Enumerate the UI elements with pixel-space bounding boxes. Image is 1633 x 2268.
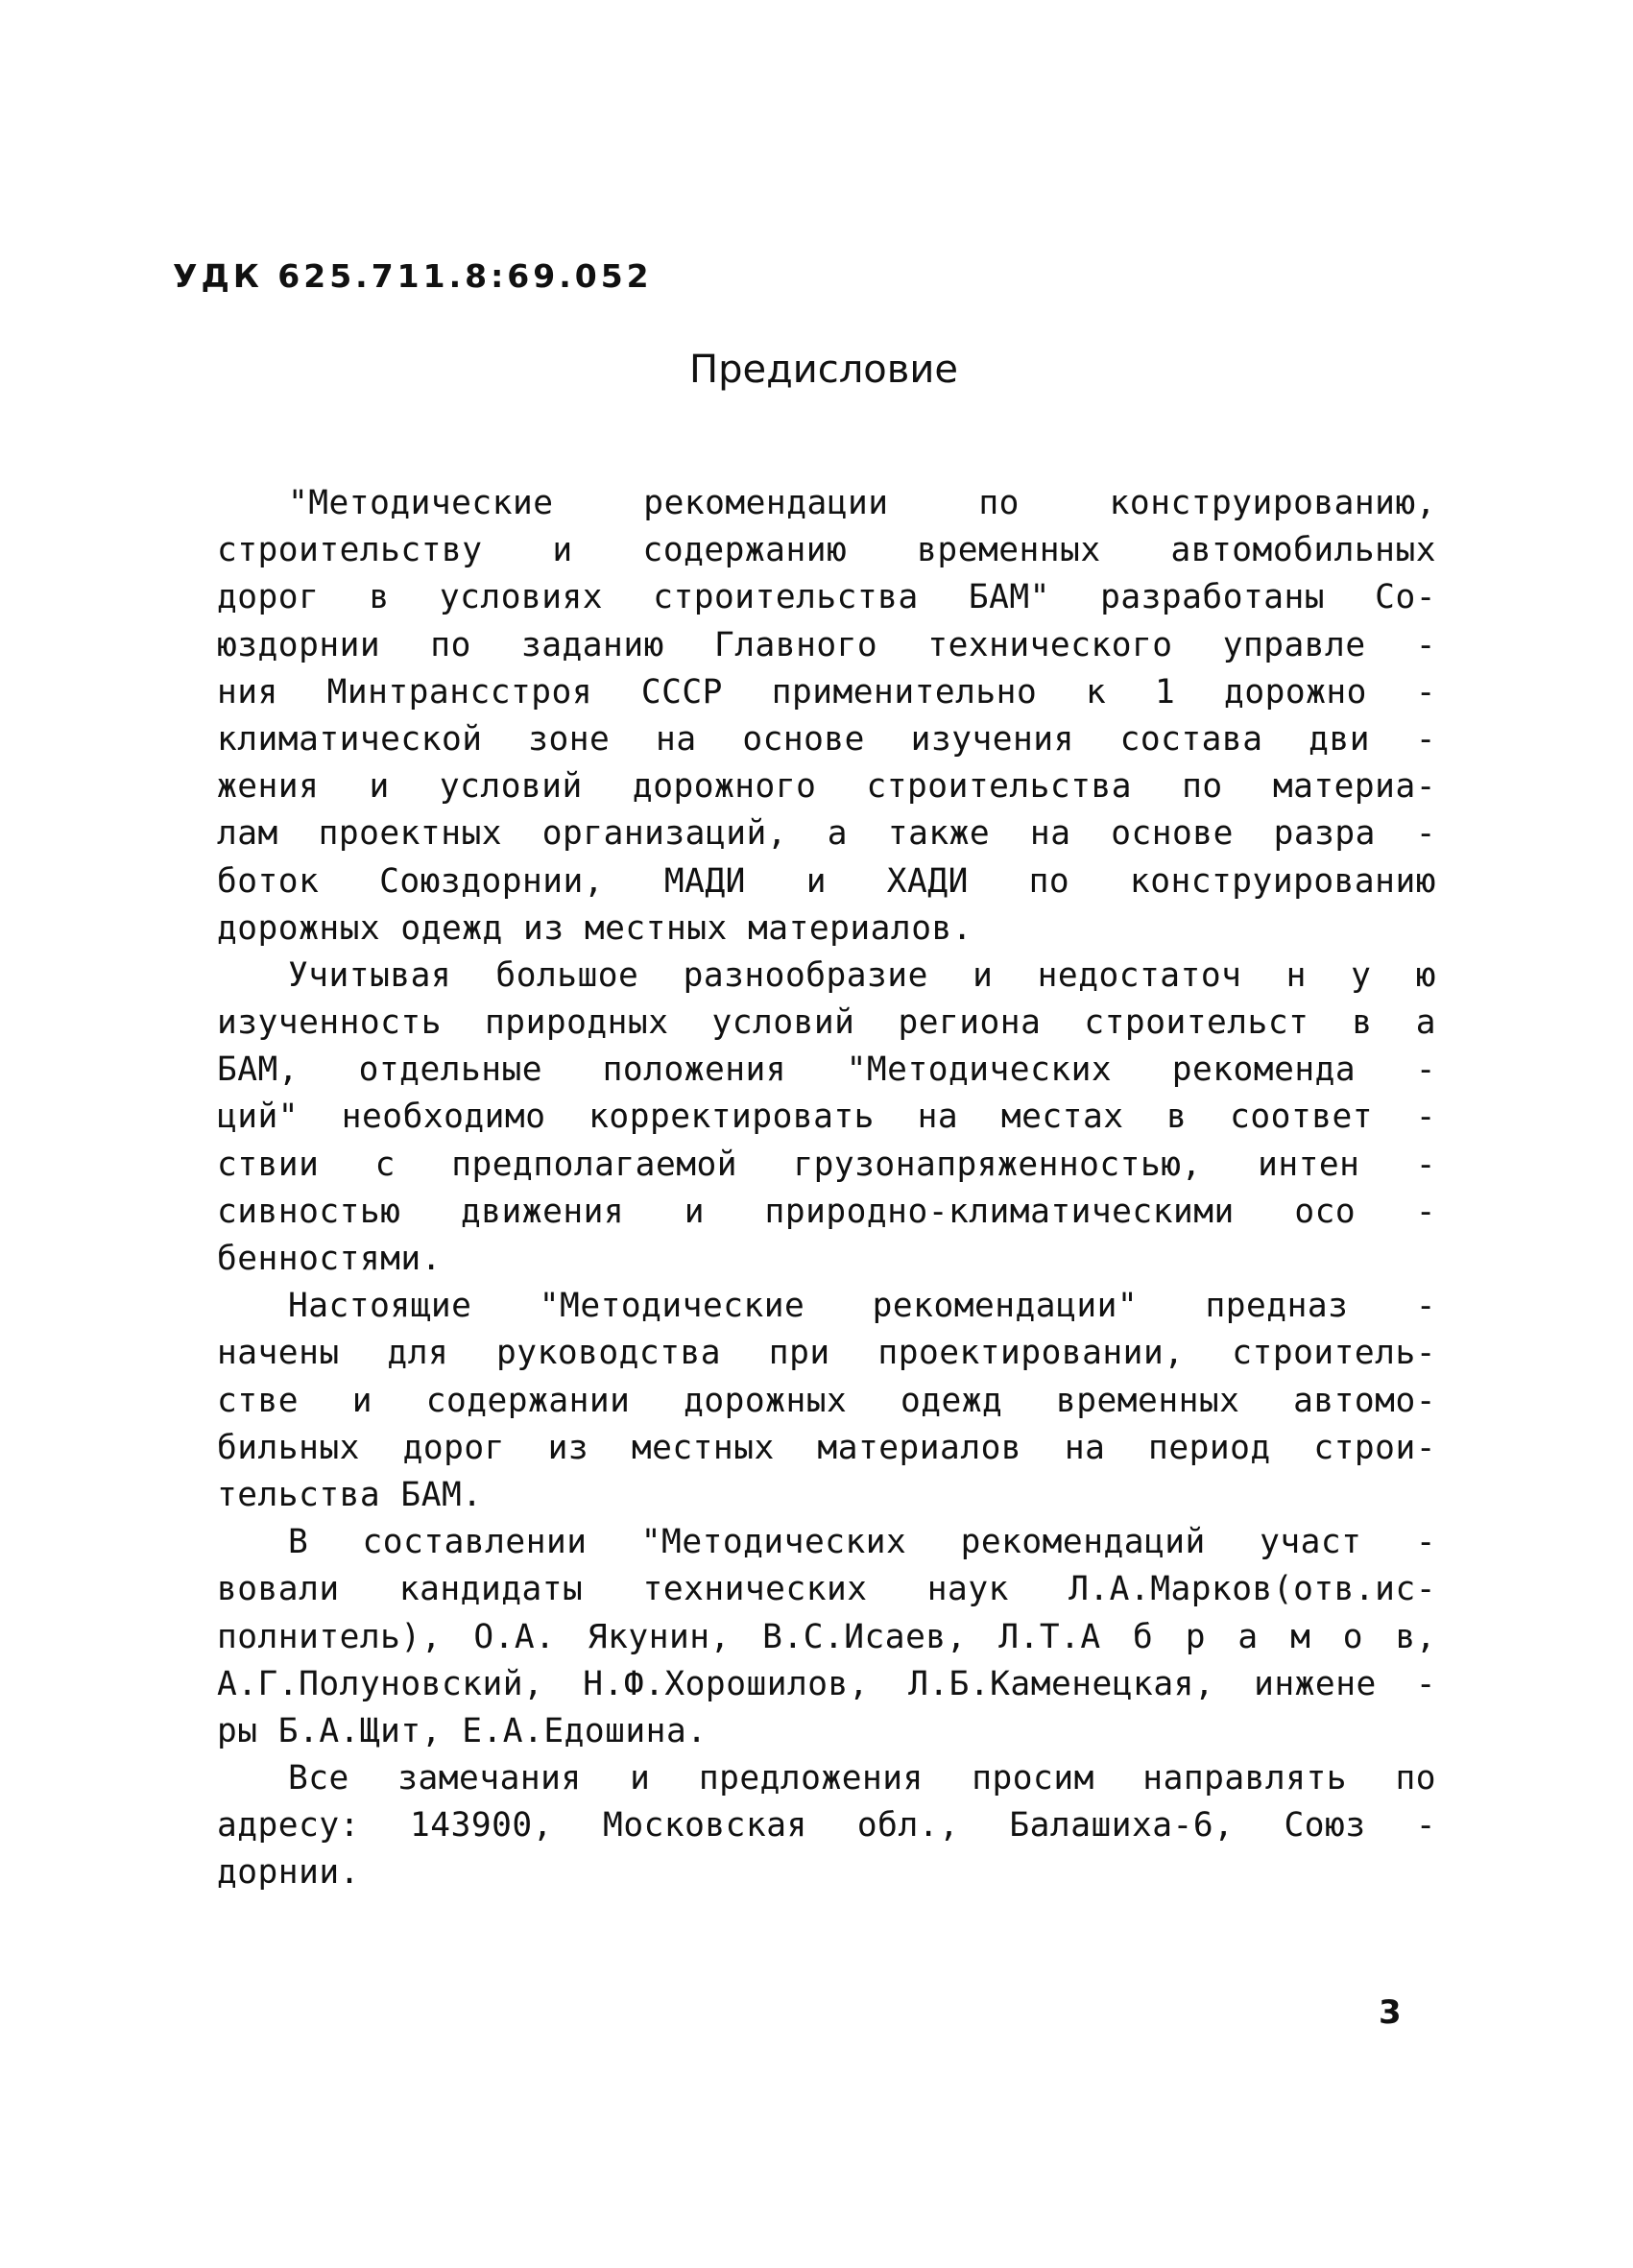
text-line: Все замечания и предложения просим направлять по — [288, 1759, 1436, 1798]
page-number: 3 — [1379, 1993, 1402, 2032]
text-line: юздорнии по заданию Главного технического управле - — [217, 625, 1436, 664]
text-line: дорожных одежд из местных материалов. — [217, 908, 973, 948]
text-line: ния Минтрансстроя СССР применительно к 1 дорожно - — [217, 672, 1436, 712]
text-line: полнитель), О.А. Якунин, В.С.Исаев, Л.Т.А б р а м о в, — [217, 1617, 1436, 1656]
text-line: бенностями. — [217, 1240, 442, 1278]
text-line: жения и условий дорожного строительства по материа- — [217, 767, 1436, 807]
text-line: БАМ, отдельные положения "Методических рекоменда - — [217, 1050, 1436, 1090]
text-line: строительству и содержанию временных автомобильных — [217, 531, 1436, 570]
text-line: боток Союздорнии, МАДИ и ХАДИ по конструированию — [217, 861, 1436, 901]
text-line: дорнии. — [217, 1853, 360, 1893]
text-line: ры Б.А.Щит, Е.А.Едошина. — [217, 1711, 708, 1750]
text-line: изученность природных условий региона строительст в а — [217, 1003, 1436, 1043]
page-title: Предисловие — [689, 348, 958, 392]
text-line: вовали кандидаты технических наук Л.А.Марков(отв.ис- — [217, 1570, 1436, 1609]
text-line: В составлении "Методических рекомендаций участ - — [288, 1523, 1436, 1562]
text-line: адресу: 143900, Московская обл., Балашиха-6, Союз - — [217, 1806, 1436, 1846]
text-line: сивностью движения и природно-климатическими осо - — [217, 1192, 1436, 1231]
text-line: климатической зоне на основе изучения состава дви - — [217, 719, 1436, 759]
body-text — [217, 480, 1436, 1897]
text-line: тельства БАМ. — [217, 1475, 483, 1514]
udk-code: УДК 625.711.8:69.052 — [173, 257, 653, 295]
text-line: Учитывая большое разнообразие и недостаточ н у ю — [288, 955, 1436, 995]
text-line: бильных дорог из местных материалов на период строи- — [217, 1428, 1436, 1467]
text-line: дорог в условиях строительства БАМ" разработаны Со- — [217, 578, 1436, 617]
text-line: "Методические рекомендации по конструированию, — [288, 484, 1436, 522]
text-line: А.Г.Полуновский, Н.Ф.Хорошилов, Л.Б.Каменецкая, инжене - — [217, 1664, 1436, 1703]
text-line: начены для руководства при проектировании, строитель- — [217, 1334, 1436, 1373]
text-line: стве и содержании дорожных одежд временных автомо- — [217, 1381, 1436, 1420]
text-line: лам проектных организаций, а также на основе разра - — [217, 814, 1436, 854]
text-line: ций" необходимо корректировать на местах в соответ - — [217, 1098, 1436, 1137]
text-line: ствии с предполагаемой грузонапряженностью, интен - — [217, 1145, 1436, 1184]
text-line: Настоящие "Методические рекомендации" предназ - — [288, 1287, 1436, 1326]
